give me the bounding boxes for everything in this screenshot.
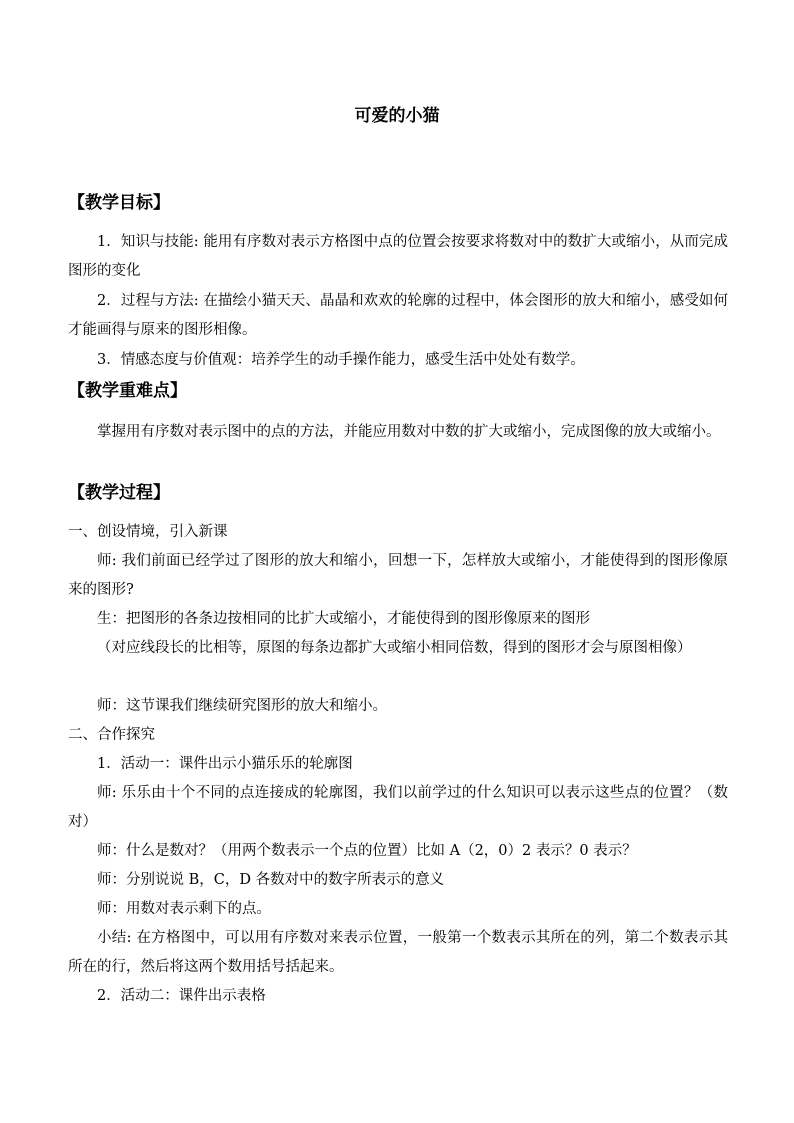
process-section-1-title: 一、创设情境，引入新课 bbox=[68, 524, 228, 540]
process-line-teacher-4: 师：什么是数对？（用两个数表示一个点的位置）比如 A（2，0）2 表示？0 表示？ bbox=[97, 843, 637, 859]
process-line-teacher-6: 师：用数对表示剩下的点。 bbox=[97, 901, 271, 917]
process-activity-2: 2．活动二：课件出示表格 bbox=[97, 988, 266, 1004]
process-activity-1: 1．活动一：课件出示小猫乐乐的轮廓图 bbox=[97, 756, 353, 772]
key-points-heading: 【教学重难点】 bbox=[68, 381, 187, 401]
key-points-text: 掌握用有序数对表示图中的点的方法，并能应用数对中数的扩大或缩小，完成图像的放大或缩小。 bbox=[97, 424, 721, 440]
objectives-heading: 【教学目标】 bbox=[68, 193, 170, 213]
process-line-teacher-5: 师：分别说说 B，C，D 各数对中的数字所表示的意义 bbox=[97, 872, 445, 888]
process-heading: 【教学过程】 bbox=[68, 483, 170, 503]
process-summary: 小结: 在方格图中，可以用有序数对来表示位置，一般第一个数表示其所在的列，第二个数表示其所在的行，然后将这两个数用括号括起来。 bbox=[68, 930, 728, 975]
process-line-student-1: 生：把图形的各条边按相同的比扩大或缩小，才能使得到的图形像原来的图形 bbox=[97, 611, 590, 627]
process-line-teacher-1: 师: 我们前面已经学过了图形的放大和缩小，回想一下，怎样放大或缩小，才能使得到的图形像原来的图形? bbox=[68, 553, 728, 598]
objective-item-3: 3．情感态度与价值观：培养学生的动手操作能力，感受生活中处处有数学。 bbox=[97, 352, 585, 368]
objective-item-2: 2．过程与方法: 在描绘小猫天天、晶晶和欢欢的轮廓的过程中，体会图形的放大和缩小，感受如何才能画得与原来的图形相像。 bbox=[68, 293, 728, 338]
process-line-teacher-2: 师：这节课我们继续研究图形的放大和缩小。 bbox=[97, 698, 387, 714]
process-line-note-1: （对应线段长的比相等，原图的每条边都扩大或缩小相同倍数，得到的图形才会与原图相像） bbox=[97, 640, 692, 656]
process-section-2-title: 二、合作探究 bbox=[68, 727, 155, 743]
process-line-teacher-3: 师: 乐乐由十个不同的点连接成的轮廓图，我们以前学过的什么知识可以表示这些点的位置？（数对） bbox=[68, 785, 728, 830]
objective-item-1: 1．知识与技能: 能用有序数对表示方格图中点的位置会按要求将数对中的数扩大或缩小，从而完成图形的变化 bbox=[68, 234, 728, 279]
document-title: 可爱的小猫 bbox=[354, 106, 440, 126]
